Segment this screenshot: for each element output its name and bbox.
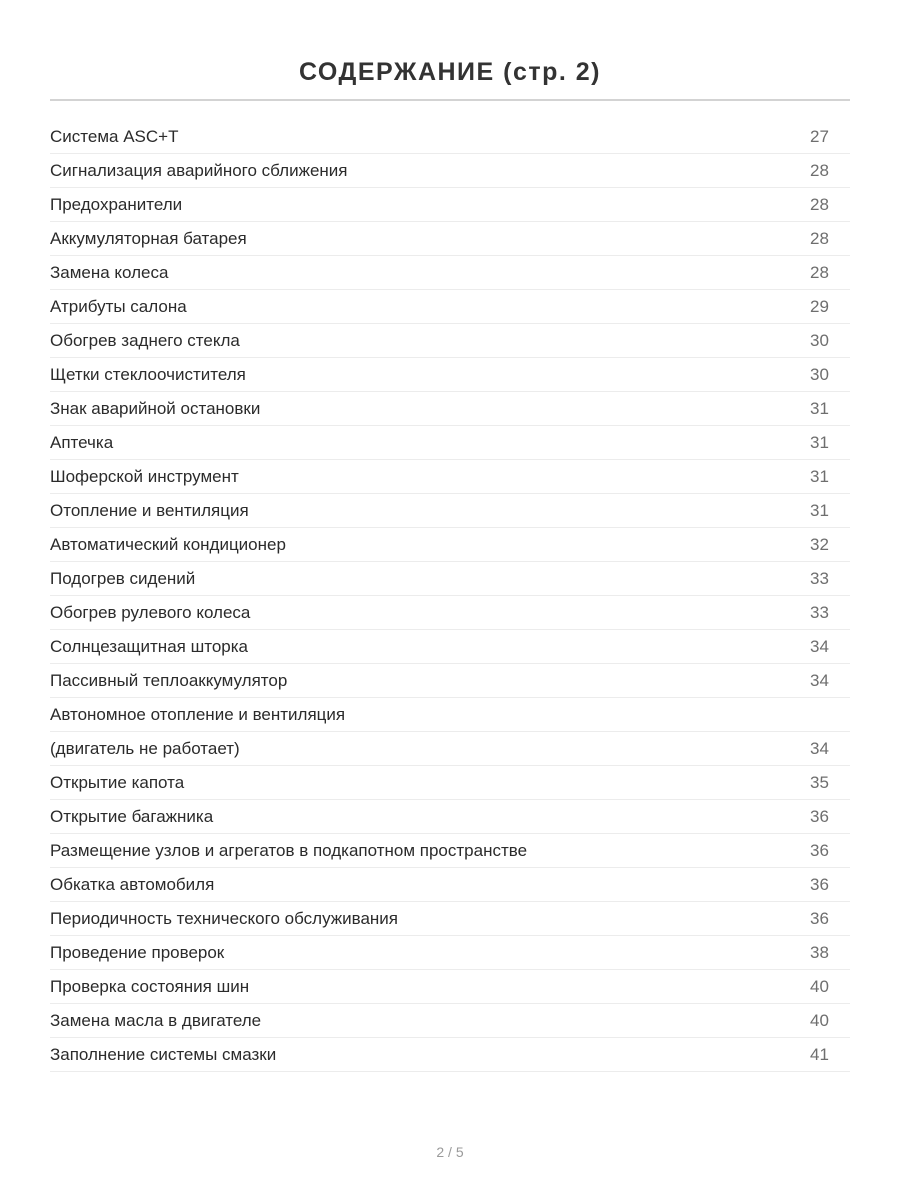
- toc-entry[interactable]: [50, 562, 850, 596]
- toc-entry[interactable]: [50, 188, 850, 222]
- toc-entry-title: (двигатель не работает): [50, 738, 240, 758]
- toc-entry-title: Атрибуты салона: [50, 296, 187, 316]
- table-of-contents: [50, 120, 850, 1072]
- toc-entry-title: Периодичность технического обслуживания: [50, 908, 399, 928]
- toc-entry[interactable]: [50, 630, 850, 664]
- toc-entry-title: Аптечка: [50, 432, 114, 452]
- toc-entry-title: Открытие багажника: [50, 806, 214, 826]
- toc-entry-page: 31: [810, 466, 829, 486]
- toc-entry-page: 32: [810, 534, 829, 554]
- toc-entry-title: Обкатка автомобиля: [50, 874, 215, 894]
- toc-entry-title: Щетки стеклоочистителя: [50, 364, 246, 384]
- toc-entry[interactable]: [50, 596, 850, 630]
- toc-entry-page: 28: [810, 228, 829, 248]
- toc-entry[interactable]: [50, 460, 850, 494]
- toc-entry-title: Автономное отопление и вентиляция: [50, 704, 346, 724]
- toc-entry-title: Подогрев сидений: [50, 568, 196, 588]
- toc-entry[interactable]: [50, 358, 850, 392]
- toc-entry[interactable]: [50, 834, 850, 868]
- toc-entry[interactable]: [50, 936, 850, 970]
- toc-entry-title: Солнцезащитная шторка: [50, 636, 248, 656]
- toc-entry[interactable]: [50, 290, 850, 324]
- toc-entry-title: Автоматический кондиционер: [50, 534, 286, 554]
- toc-entry-page: 31: [810, 398, 829, 418]
- toc-entry-page: 29: [810, 296, 829, 316]
- toc-entry-title: Система ASC+T: [50, 126, 179, 146]
- toc-entry-page: 40: [810, 1010, 829, 1030]
- toc-entry-page: 33: [810, 602, 829, 622]
- toc-entry-title: Размещение узлов и агрегатов в подкапотном пространстве: [50, 840, 528, 860]
- toc-entry-page: 27: [810, 126, 829, 146]
- toc-entry[interactable]: [50, 392, 850, 426]
- toc-entry-page: 38: [810, 942, 829, 962]
- toc-entry-title: Заполнение системы смазки: [50, 1044, 277, 1064]
- toc-entry[interactable]: [50, 902, 850, 936]
- toc-entry-page: 36: [810, 806, 829, 826]
- toc-entry[interactable]: [50, 324, 850, 358]
- toc-entry-page: 36: [810, 908, 829, 928]
- toc-entry-title: Шоферской инструмент: [50, 466, 239, 486]
- toc-entry[interactable]: [50, 120, 850, 154]
- toc-entry-page: 31: [810, 432, 829, 452]
- toc-entry-page: 35: [810, 772, 829, 792]
- toc-entry-page: 40: [810, 976, 829, 996]
- toc-entry-page: 30: [810, 364, 829, 384]
- toc-entry[interactable]: [50, 732, 850, 766]
- toc-entry[interactable]: [50, 528, 850, 562]
- toc-entry[interactable]: [50, 154, 850, 188]
- toc-entry-title: Проверка состояния шин: [50, 976, 250, 996]
- toc-entry[interactable]: [50, 970, 850, 1004]
- toc-entry-page: 34: [810, 670, 829, 690]
- toc-entry-title: Отопление и вентиляция: [50, 500, 249, 520]
- toc-entry-title: Открытие капота: [50, 772, 185, 792]
- toc-entry[interactable]: [50, 868, 850, 902]
- toc-entry-page: 28: [810, 262, 829, 282]
- toc-entry[interactable]: [50, 426, 850, 460]
- toc-entry-page: 28: [810, 160, 829, 180]
- toc-entry-title: Обогрев заднего стекла: [50, 330, 240, 350]
- toc-entry[interactable]: [50, 664, 850, 698]
- toc-entry-title: Сигнализация аварийного сближения: [50, 160, 348, 180]
- toc-entry-page: 30: [810, 330, 829, 350]
- toc-entry-title: Замена колеса: [50, 262, 169, 282]
- toc-entry[interactable]: [50, 1038, 850, 1072]
- toc-entry-page: 34: [810, 636, 829, 656]
- toc-entry-title: Замена масла в двигателе: [50, 1010, 262, 1030]
- toc-entry-page: 34: [810, 738, 829, 758]
- toc-entry-page: 36: [810, 840, 829, 860]
- toc-entry-title: Знак аварийной остановки: [50, 398, 261, 418]
- toc-entry-title: Обогрев рулевого колеса: [50, 602, 251, 622]
- toc-entry[interactable]: [50, 222, 850, 256]
- toc-entry-page: 41: [810, 1044, 829, 1064]
- toc-entry-title: Пассивный теплоаккумулятор: [50, 670, 288, 690]
- toc-entry-page: 33: [810, 568, 829, 588]
- toc-entry[interactable]: [50, 698, 850, 732]
- toc-entry[interactable]: [50, 256, 850, 290]
- toc-entry-page: 36: [810, 874, 829, 894]
- toc-entry[interactable]: [50, 494, 850, 528]
- toc-entry-title: Проведение проверок: [50, 942, 225, 962]
- toc-entry-title: Предохранители: [50, 194, 183, 214]
- toc-entry[interactable]: [50, 1004, 850, 1038]
- toc-entry-page: 28: [810, 194, 829, 214]
- title-divider: [50, 99, 850, 101]
- toc-entry-page: 31: [810, 500, 829, 520]
- toc-entry-title: Аккумуляторная батарея: [50, 228, 247, 248]
- page-number: 2 / 5: [436, 1144, 464, 1160]
- page-title: СОДЕРЖАНИЕ (стр. 2): [298, 57, 602, 86]
- toc-entry[interactable]: [50, 800, 850, 834]
- toc-entry[interactable]: [50, 766, 850, 800]
